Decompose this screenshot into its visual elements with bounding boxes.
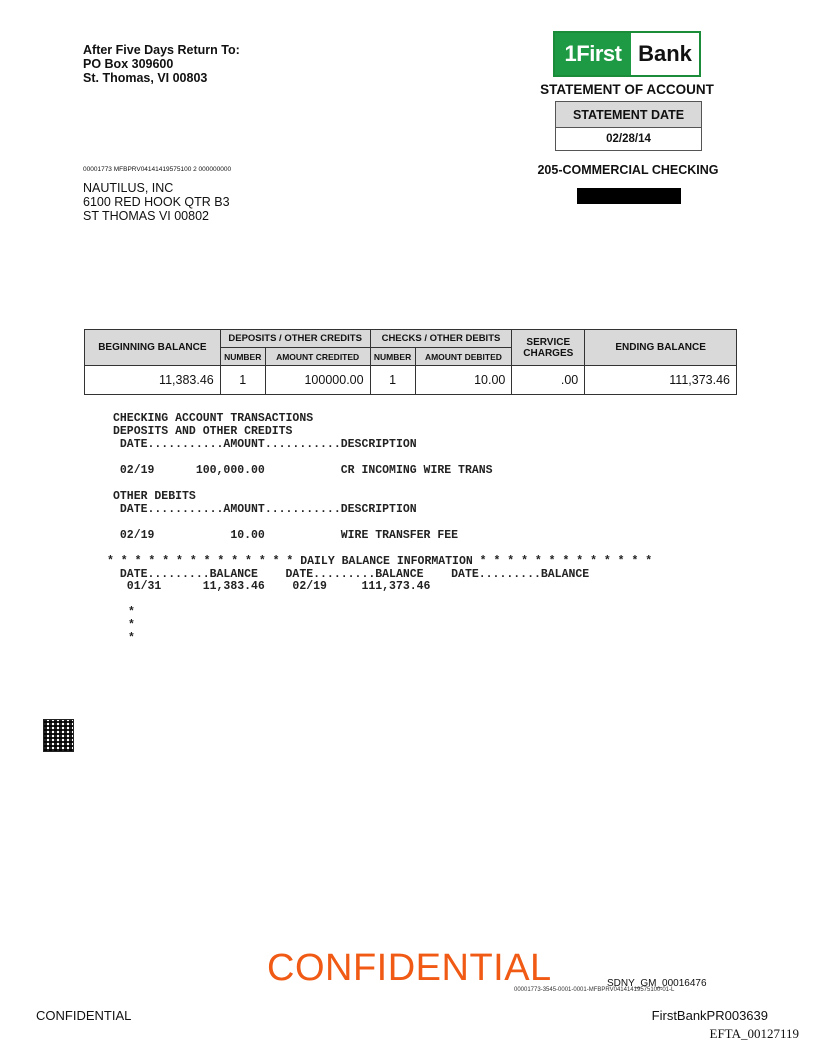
return-address-line2: PO Box 309600 <box>83 57 174 71</box>
star-marker: * <box>128 632 135 645</box>
mail-barcode-text: 00001773 MFBPRV04141419575100 2 000000000 <box>83 166 232 173</box>
sdny-bates-number: SDNY_GM_00016476 <box>607 978 707 989</box>
daily-balance-column-header: DATE.........BALANCE DATE.........BALANCE DATE.........BALANCE <box>113 568 590 581</box>
mailing-city: ST THOMAS VI 00802 <box>83 209 209 223</box>
qr-code <box>43 719 74 752</box>
statement-date-box <box>555 101 702 151</box>
header-service-charges: SERVICE CHARGES <box>512 330 585 366</box>
debits-column-header: DATE...........AMOUNT...........DESCRIPTION <box>113 503 417 516</box>
account-summary-table <box>84 329 737 395</box>
bank-logo <box>553 31 701 77</box>
statement-date-label: STATEMENT DATE <box>556 102 701 128</box>
star-marker: * <box>128 619 135 632</box>
other-debits-heading: OTHER DEBITS <box>113 490 196 503</box>
amount-credited-value: 100000.00 <box>265 366 370 395</box>
header-deposit-number: NUMBER <box>220 348 265 366</box>
firstbank-bates-number: FirstBankPR003639 <box>651 1008 768 1023</box>
header-beginning-balance: BEGINNING BALANCE <box>85 330 221 366</box>
header-amount-debited: AMOUNT DEBITED <box>415 348 512 366</box>
header-checks: CHECKS / OTHER DEBITS <box>370 330 512 348</box>
beginning-balance-value: 11,383.46 <box>85 366 221 395</box>
return-address-line1: After Five Days Return To: <box>83 43 240 57</box>
star-marker: * <box>128 606 135 619</box>
document-tracking-id: 00001773-3545-0001-0001-MFBPRV04141419575100-01-L <box>514 987 675 993</box>
transactions-heading: CHECKING ACCOUNT TRANSACTIONS <box>113 412 314 425</box>
service-charges-value: .00 <box>512 366 585 395</box>
daily-balance-heading: * * * * * * * * * * * * * * DAILY BALANCE INFORMATION * * * * * * * * * * * * * <box>107 555 653 568</box>
credit-row: 02/19 100,000.00 CR INCOMING WIRE TRANS <box>113 464 493 477</box>
header-ending-balance: ENDING BALANCE <box>585 330 737 366</box>
summary-row <box>85 366 737 395</box>
statement-date-value: 02/28/14 <box>606 133 651 145</box>
mailing-name: NAUTILUS, INC <box>83 181 174 195</box>
confidential-footer: CONFIDENTIAL <box>36 1008 132 1023</box>
deposits-heading: DEPOSITS AND OTHER CREDITS <box>113 425 293 438</box>
mailing-street: 6100 RED HOOK QTR B3 <box>83 195 230 209</box>
header-deposits: DEPOSITS / OTHER CREDITS <box>220 330 370 348</box>
redaction-bar <box>577 188 681 204</box>
return-address <box>83 43 240 85</box>
logo-first: 1First <box>555 33 631 75</box>
efta-number: EFTA_00127119 <box>709 1026 799 1041</box>
account-type: 205-COMMERCIAL CHECKING <box>537 163 719 177</box>
daily-balance-row: 01/31 11,383.46 02/19 111,373.46 <box>113 580 431 593</box>
logo-bank: Bank <box>631 33 699 75</box>
return-address-line3: St. Thomas, VI 00803 <box>83 71 208 85</box>
amount-debited-value: 10.00 <box>415 366 512 395</box>
mailing-address <box>83 181 230 223</box>
statement-title: STATEMENT OF ACCOUNT <box>540 82 714 97</box>
deposit-number-value: 1 <box>220 366 265 395</box>
credits-column-header: DATE...........AMOUNT...........DESCRIPTION <box>113 438 417 451</box>
header-amount-credited: AMOUNT CREDITED <box>265 348 370 366</box>
header-debit-number: NUMBER <box>370 348 415 366</box>
debit-number-value: 1 <box>370 366 415 395</box>
confidential-stamp: CONFIDENTIAL <box>267 947 552 989</box>
debit-row: 02/19 10.00 WIRE TRANSFER FEE <box>113 529 459 542</box>
ending-balance-value: 111,373.46 <box>585 366 737 395</box>
